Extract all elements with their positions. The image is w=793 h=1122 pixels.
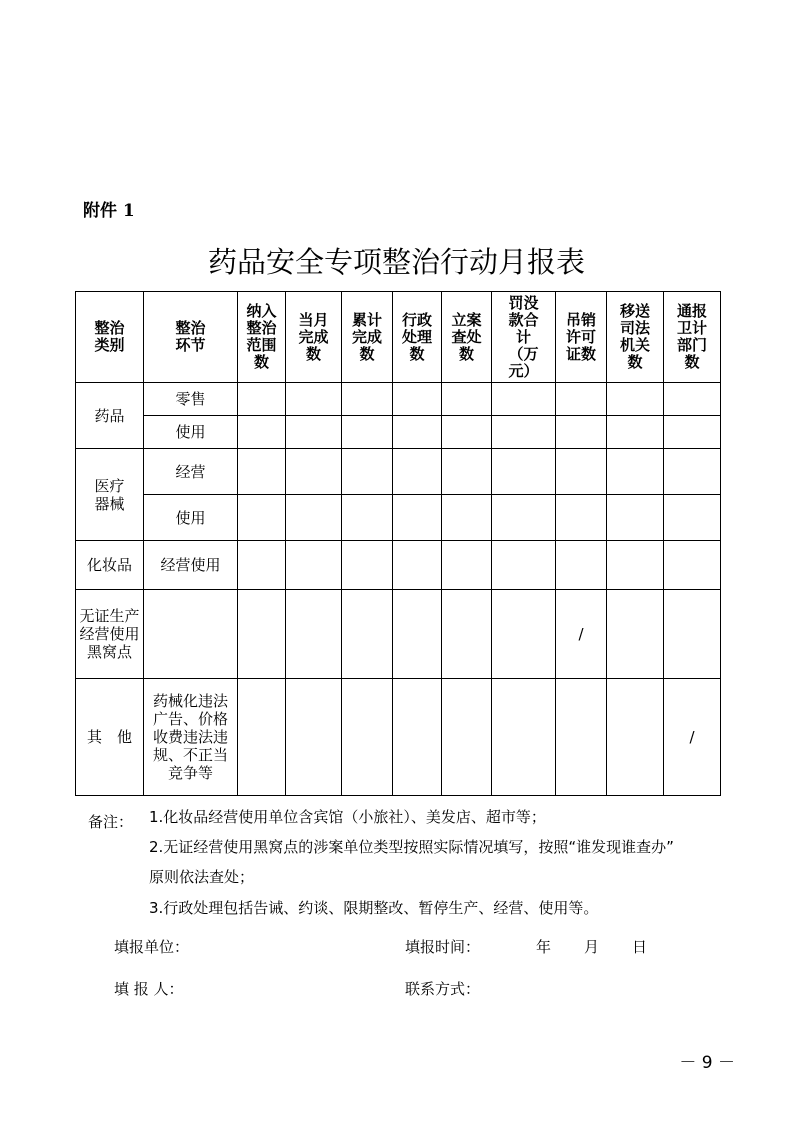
data-cell[interactable] [607, 495, 664, 541]
data-cell[interactable] [238, 590, 286, 679]
data-cell[interactable] [238, 449, 286, 495]
data-cell[interactable] [556, 449, 607, 495]
data-cell[interactable] [664, 541, 721, 590]
data-cell[interactable] [664, 383, 721, 416]
data-cell[interactable] [286, 679, 342, 796]
segment-cell: 药械化违法广告、价格收费违法违规、不正当竞争等 [144, 679, 238, 796]
data-cell[interactable] [664, 449, 721, 495]
data-cell[interactable] [492, 383, 556, 416]
category-cell: 其 他 [76, 679, 144, 796]
notes-label: 备注： [88, 813, 134, 831]
fill-person-label: 填 报 人： [114, 980, 184, 998]
data-cell[interactable] [442, 416, 492, 449]
data-cell[interactable] [442, 590, 492, 679]
data-cell[interactable] [238, 495, 286, 541]
header-cell: 整治类别 [76, 292, 144, 383]
data-cell[interactable] [393, 383, 442, 416]
contact-label: 联系方式： [405, 980, 481, 998]
data-cell[interactable] [556, 679, 607, 796]
data-cell[interactable] [393, 495, 442, 541]
data-cell[interactable] [286, 590, 342, 679]
table-row [76, 541, 721, 590]
data-cell[interactable] [664, 495, 721, 541]
data-cell[interactable] [492, 449, 556, 495]
fill-time-label: 填报时间： [405, 938, 481, 956]
data-cell[interactable] [238, 383, 286, 416]
table-row [76, 383, 721, 416]
data-cell[interactable] [442, 541, 492, 590]
fill-unit-label: 填报单位： [114, 938, 190, 956]
data-cell[interactable] [556, 495, 607, 541]
data-cell[interactable]: / [556, 590, 607, 679]
data-cell[interactable] [442, 449, 492, 495]
data-cell[interactable] [442, 679, 492, 796]
header-cell: 通报卫计部门数 [664, 292, 721, 383]
segment-cell [144, 590, 238, 679]
data-cell[interactable] [664, 416, 721, 449]
data-cell[interactable] [442, 495, 492, 541]
data-cell[interactable] [342, 383, 393, 416]
segment-cell: 使用 [144, 416, 238, 449]
year-label: 年 [536, 938, 552, 956]
table-row [76, 590, 721, 679]
month-label: 月 [584, 938, 600, 956]
data-cell[interactable] [342, 495, 393, 541]
report-title: 药品安全专项整治行动月报表 [207, 245, 585, 279]
table-row [76, 449, 721, 495]
data-cell[interactable] [393, 590, 442, 679]
table-row [76, 679, 721, 796]
note-line: 原则依法查处； [149, 868, 255, 886]
data-cell[interactable] [492, 495, 556, 541]
header-cell: 整治环节 [144, 292, 238, 383]
data-cell[interactable] [286, 449, 342, 495]
data-cell[interactable] [556, 383, 607, 416]
data-cell[interactable] [607, 679, 664, 796]
data-cell[interactable] [664, 590, 721, 679]
category-cell: 医疗器械 [76, 449, 144, 541]
segment-cell: 经营 [144, 449, 238, 495]
segment-cell: 使用 [144, 495, 238, 541]
data-cell[interactable] [238, 679, 286, 796]
data-cell[interactable] [492, 590, 556, 679]
header-cell: 当月完成数 [286, 292, 342, 383]
header-cell: 罚没款合计（万元） [492, 292, 556, 383]
data-cell[interactable] [607, 383, 664, 416]
data-cell[interactable] [607, 541, 664, 590]
data-cell[interactable] [492, 679, 556, 796]
data-cell[interactable]: / [664, 679, 721, 796]
note-line: 1.化妆品经营使用单位含宾馆（小旅社）、美发店、超市等； [149, 808, 546, 826]
attachment-label: 附件 1 [83, 201, 135, 221]
header-row [76, 292, 721, 383]
data-cell[interactable] [342, 679, 393, 796]
table-row [76, 495, 721, 541]
header-cell: 移送司法机关数 [607, 292, 664, 383]
data-cell[interactable] [492, 541, 556, 590]
data-cell[interactable] [342, 541, 393, 590]
header-cell: 行政处理数 [393, 292, 442, 383]
data-cell[interactable] [286, 495, 342, 541]
day-label: 日 [632, 938, 648, 956]
data-cell[interactable] [556, 541, 607, 590]
data-cell[interactable] [342, 449, 393, 495]
data-cell[interactable] [342, 416, 393, 449]
data-cell[interactable] [393, 449, 442, 495]
data-cell[interactable] [492, 416, 556, 449]
data-cell[interactable] [607, 590, 664, 679]
data-cell[interactable] [556, 416, 607, 449]
data-cell[interactable] [342, 590, 393, 679]
data-cell[interactable] [607, 449, 664, 495]
segment-cell: 零售 [144, 383, 238, 416]
note-line: 2.无证经营使用黑窝点的涉案单位类型按照实际情况填写，按照“谁发现谁查办” [149, 838, 674, 856]
data-cell[interactable] [286, 416, 342, 449]
data-cell[interactable] [286, 541, 342, 590]
header-cell: 纳入整治范围数 [238, 292, 286, 383]
data-cell[interactable] [286, 383, 342, 416]
data-cell[interactable] [607, 416, 664, 449]
category-cell: 药品 [76, 383, 144, 449]
category-cell: 无证生产经营使用黑窝点 [76, 590, 144, 679]
data-cell[interactable] [442, 383, 492, 416]
data-cell[interactable] [393, 679, 442, 796]
category-cell: 化妆品 [76, 541, 144, 590]
data-cell[interactable] [238, 541, 286, 590]
header-cell: 累计完成数 [342, 292, 393, 383]
segment-cell: 经营使用 [144, 541, 238, 590]
report-table [75, 291, 721, 796]
data-cell[interactable] [238, 416, 286, 449]
table-row [76, 416, 721, 449]
header-cell: 立案查处数 [442, 292, 492, 383]
page-number: － 9 － [679, 1053, 735, 1073]
header-cell: 吊销许可证数 [556, 292, 607, 383]
note-line: 3.行政处理包括告诫、约谈、限期整改、暂停生产、经营、使用等。 [149, 899, 599, 917]
data-cell[interactable] [393, 541, 442, 590]
data-cell[interactable] [393, 416, 442, 449]
